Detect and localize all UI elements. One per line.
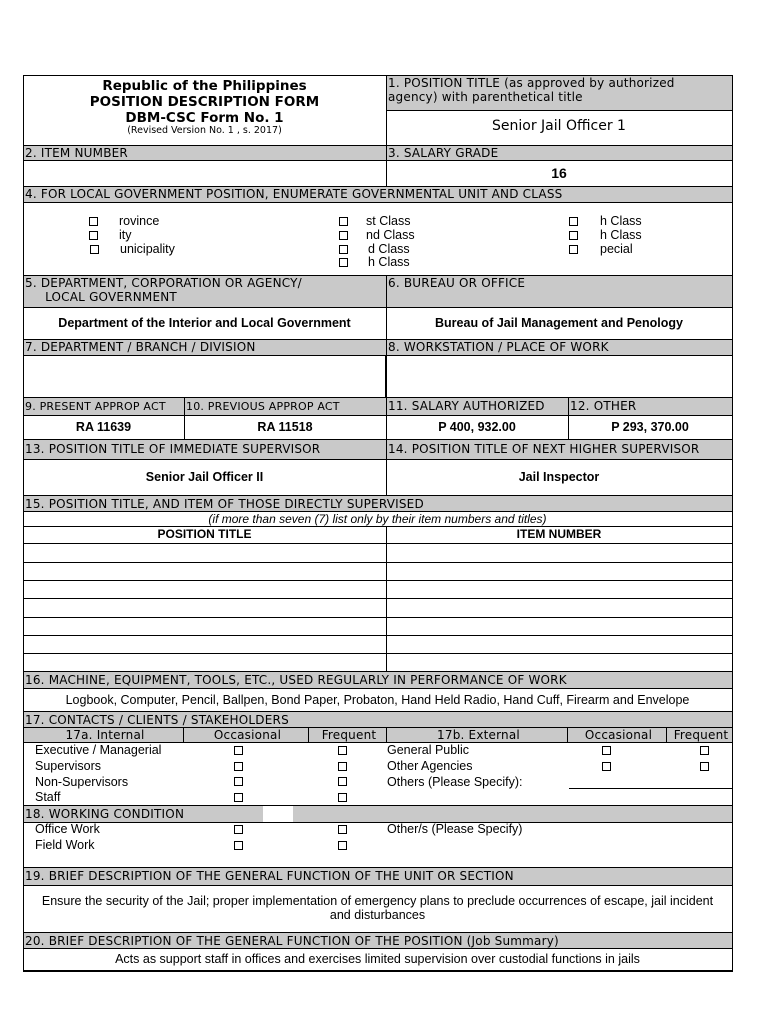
internal-item: Non-Supervisors: [35, 775, 129, 789]
f18-label: 18. WORKING CONDITION: [25, 807, 185, 821]
executive-occasional-checkbox[interactable]: [234, 746, 243, 755]
republic-heading: Republic of the Philippines: [102, 78, 307, 94]
working-condition-item: Office Work: [35, 822, 100, 836]
f5-label-line2: LOCAL GOVERNMENT: [25, 290, 177, 304]
form-number: DBM-CSC Form No. 1: [125, 110, 284, 126]
office-work-frequent-checkbox[interactable]: [338, 825, 347, 834]
f13-label: 13. POSITION TITLE OF IMMEDIATE SUPERVISOR: [25, 442, 321, 456]
item-number-column-header: ITEM NUMBER: [516, 527, 602, 541]
salary-grade-value[interactable]: 16: [551, 165, 567, 181]
other-agencies-occasional-checkbox[interactable]: [602, 762, 611, 771]
municipality-checkbox[interactable]: [90, 245, 99, 254]
present-approp-value[interactable]: RA 11639: [75, 420, 132, 434]
f6-label: 6. BUREAU OR OFFICE: [388, 276, 526, 290]
external-header: 17b. External: [437, 728, 520, 742]
internal-frequent-header: Frequent: [321, 728, 377, 742]
f7-label: 7. DEPARTMENT / BRANCH / DIVISION: [25, 340, 256, 354]
f17-label: 17. CONTACTS / CLIENTS / STAKEHOLDERS: [25, 713, 289, 727]
external-item: Others (Please Specify):: [387, 775, 523, 789]
external-occasional-header: Occasional: [584, 728, 653, 742]
f5-label-line1: 5. DEPARTMENT, CORPORATION OR AGENCY/: [25, 276, 302, 290]
f4-col2-item: d Class: [368, 242, 410, 256]
f4-col3-item: h Class: [600, 228, 642, 242]
special-checkbox[interactable]: [569, 245, 578, 254]
f19-label: 19. BRIEF DESCRIPTION OF THE GENERAL FUNCTION OF THE UNIT OR SECTION: [25, 869, 514, 883]
f4-col1-item: rovince: [119, 214, 160, 228]
f16-label: 16. MACHINE, EQUIPMENT, TOOLS, ETC., USED REGULARLY IN PERFORMANCE OF WORK: [25, 673, 567, 687]
internal-item: Staff: [35, 790, 61, 804]
position-title-column-header: POSITION TITLE: [157, 527, 252, 541]
next-higher-supervisor-value[interactable]: Jail Inspector: [518, 470, 600, 484]
external-item: General Public: [387, 743, 469, 757]
non-supervisors-occasional-checkbox[interactable]: [234, 777, 243, 786]
f8-label: 8. WORKSTATION / PLACE OF WORK: [388, 340, 609, 354]
class-5-checkbox[interactable]: [569, 217, 578, 226]
f1-label-line1: 1. POSITION TITLE (as approved by authorized: [388, 76, 675, 90]
unit-function-line1[interactable]: Ensure the security of the Jail; proper implementation of emergency plans to preclude occurrences of escape, jail incident: [41, 894, 714, 908]
immediate-supervisor-value[interactable]: Senior Jail Officer II: [145, 470, 264, 484]
supervisors-occasional-checkbox[interactable]: [234, 762, 243, 771]
job-summary-value[interactable]: Acts as support staff in offices and exercises limited supervision over custodial functions in jails: [115, 952, 640, 966]
internal-header: 17a. Internal: [65, 728, 145, 742]
province-checkbox[interactable]: [89, 217, 98, 226]
f4-col3-item: h Class: [600, 214, 642, 228]
f4-col2-item: st Class: [366, 214, 411, 228]
class-4-checkbox[interactable]: [339, 258, 348, 267]
f10-label: 10. PREVIOUS APPROP ACT: [186, 400, 340, 413]
bureau-value[interactable]: Bureau of Jail Management and Penology: [435, 316, 683, 330]
f11-label: 11. SALARY AUTHORIZED: [388, 399, 545, 413]
class-3-checkbox[interactable]: [339, 245, 348, 254]
department-value[interactable]: Department of the Interior and Local Government: [58, 316, 351, 330]
salary-authorized-value[interactable]: P 400, 932.00: [438, 420, 516, 434]
class-1-checkbox[interactable]: [339, 217, 348, 226]
position-title-value[interactable]: Senior Jail Officer 1: [492, 118, 626, 134]
field-work-frequent-checkbox[interactable]: [338, 841, 347, 850]
internal-occasional-header: Occasional: [213, 728, 282, 742]
f15-note: (if more than seven (7) list only by their item numbers and titles): [208, 512, 547, 526]
other-working-condition-label: Other/s (Please Specify): [387, 822, 523, 836]
f12-label: 12. OTHER: [570, 399, 637, 413]
f2-label: 2. ITEM NUMBER: [25, 146, 128, 160]
f15-label: 15. POSITION TITLE, AND ITEM OF THOSE DIRECTLY SUPERVISED: [25, 497, 424, 511]
f4-col1-item: ity: [119, 228, 132, 242]
previous-approp-value[interactable]: RA 11518: [257, 420, 313, 434]
f4-col1-item: unicipality: [120, 242, 175, 256]
executive-frequent-checkbox[interactable]: [338, 746, 347, 755]
general-public-frequent-checkbox[interactable]: [700, 746, 709, 755]
other-value[interactable]: P 293, 370.00: [611, 420, 689, 434]
working-condition-item: Field Work: [35, 838, 95, 852]
internal-item: Executive / Managerial: [35, 743, 162, 757]
unit-function-line2[interactable]: and disturbances: [329, 908, 426, 922]
f3-label: 3. SALARY GRADE: [388, 146, 499, 160]
f4-col2-item: nd Class: [366, 228, 415, 242]
form-title: POSITION DESCRIPTION FORM: [89, 94, 320, 110]
internal-item: Supervisors: [35, 759, 101, 773]
general-public-occasional-checkbox[interactable]: [602, 746, 611, 755]
f14-label: 14. POSITION TITLE OF NEXT HIGHER SUPERVISOR: [388, 442, 700, 456]
f4-col3-item: pecial: [600, 242, 633, 256]
f20-label: 20. BRIEF DESCRIPTION OF THE GENERAL FUNCTION OF THE POSITION (Job Summary): [25, 934, 559, 948]
other-agencies-frequent-checkbox[interactable]: [700, 762, 709, 771]
f4-col2-item: h Class: [368, 255, 410, 269]
external-frequent-header: Frequent: [673, 728, 729, 742]
field-work-occasional-checkbox[interactable]: [234, 841, 243, 850]
class-6-checkbox[interactable]: [569, 231, 578, 240]
non-supervisors-frequent-checkbox[interactable]: [338, 777, 347, 786]
f9-label: 9. PRESENT APPROP ACT: [25, 400, 166, 413]
office-work-occasional-checkbox[interactable]: [234, 825, 243, 834]
city-checkbox[interactable]: [89, 231, 98, 240]
f1-label-line2: agency) with parenthetical title: [388, 90, 583, 104]
external-item: Other Agencies: [387, 759, 473, 773]
supervisors-frequent-checkbox[interactable]: [338, 762, 347, 771]
equipment-value[interactable]: Logbook, Computer, Pencil, Ballpen, Bond Paper, Probaton, Hand Held Radio, Hand Cuff, Firearm and Envelope: [65, 693, 690, 707]
f4-label: 4. FOR LOCAL GOVERNMENT POSITION, ENUMERATE GOVERNMENTAL UNIT AND CLASS: [25, 187, 563, 201]
staff-frequent-checkbox[interactable]: [338, 793, 347, 802]
class-2-checkbox[interactable]: [339, 231, 348, 240]
staff-occasional-checkbox[interactable]: [234, 793, 243, 802]
revised-version: (Revised Version No. 1 , s. 2017): [127, 125, 282, 136]
